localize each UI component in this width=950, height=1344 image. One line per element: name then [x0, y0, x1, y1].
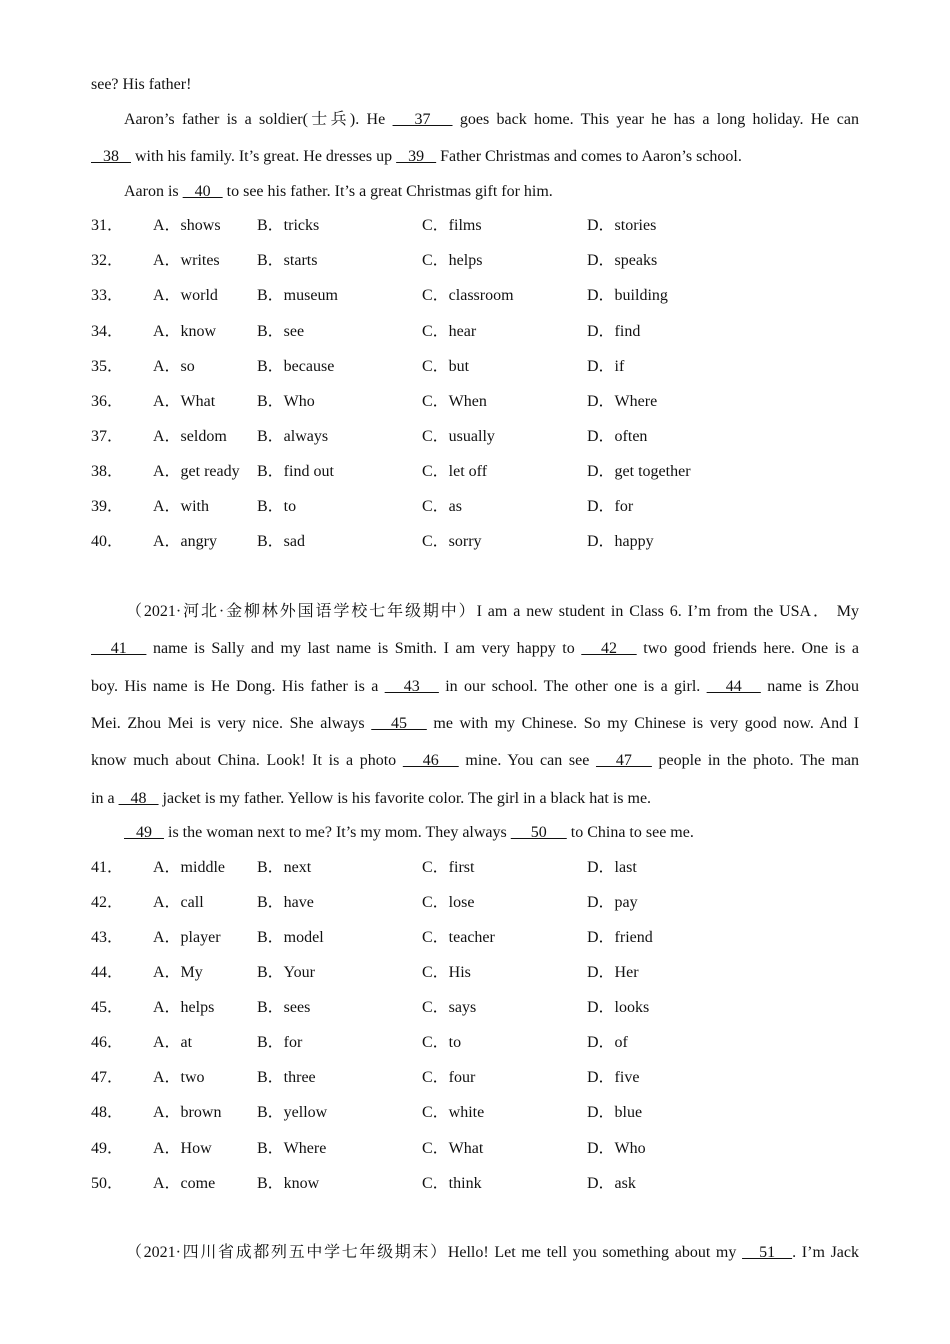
option-a[interactable]: A．know [153, 323, 217, 340]
question-row-43 [91, 928, 859, 948]
option-c[interactable]: C．think [422, 1175, 482, 1192]
option-d[interactable]: D．Who [587, 1140, 646, 1157]
option-b[interactable]: B．to [257, 498, 297, 515]
option-d[interactable]: D．friend [587, 929, 653, 946]
option-d[interactable]: D．stories [587, 217, 657, 234]
blank-46: 46 [402, 752, 459, 769]
passage-text: Mei. Zhou Mei is very nice. She always [91, 715, 372, 732]
option-c[interactable]: C．When [422, 393, 487, 410]
option-c[interactable]: C．usually [422, 428, 495, 445]
option-c[interactable]: C．as [422, 498, 463, 515]
blank-48: 48 [118, 790, 159, 807]
option-d[interactable]: D．find [587, 323, 641, 340]
option-c[interactable]: C．helps [422, 252, 483, 269]
option-a[interactable]: A．get ready [153, 463, 240, 480]
option-c[interactable]: C．His [422, 964, 471, 981]
option-a[interactable]: A．with [153, 498, 210, 515]
passage-text: Aaron’s father is a soldier(士兵). He [124, 111, 393, 128]
option-a[interactable]: A．come [153, 1175, 216, 1192]
question-row-35 [91, 357, 859, 377]
question-number: 40． [91, 533, 124, 550]
question-row-38 [91, 462, 859, 482]
passage-text: jacket is my father. Yellow is his favorite color. The girl in a black hat is me. [158, 790, 652, 807]
passage-text: see? His father! [91, 76, 192, 93]
question-number: 34． [91, 323, 124, 340]
option-a[interactable]: A．writes [153, 252, 220, 269]
option-a[interactable]: A．angry [153, 533, 217, 550]
question-row-34 [91, 322, 859, 342]
option-d[interactable]: D．pay [587, 894, 638, 911]
blank-43: 43 [384, 678, 439, 695]
option-c[interactable]: C．first [422, 859, 475, 876]
option-c[interactable]: C．white [422, 1104, 485, 1121]
question-row-44 [91, 963, 859, 983]
question-number: 35． [91, 358, 124, 375]
option-b[interactable]: B．find out [257, 463, 334, 480]
question-number: 50． [91, 1175, 124, 1192]
option-c[interactable]: C．but [422, 358, 470, 375]
passage-text: boy. His name is He Dong. His father is a [91, 678, 385, 695]
option-b[interactable]: B．next [257, 859, 312, 876]
passage2-line-5 [91, 751, 859, 771]
passage1-line-1 [124, 110, 859, 130]
passage-text: with his family. It’s great. He dresses up [131, 148, 397, 165]
passage-text: . I’m Jack [792, 1244, 860, 1261]
option-b[interactable]: B．know [257, 1175, 320, 1192]
passage2-line-6 [91, 789, 859, 809]
blank-49: 49 [124, 824, 164, 841]
passage-text: name is Sally and my last name is Smith. I am very happy to [146, 640, 582, 657]
option-b[interactable]: B．always [257, 428, 329, 445]
passage2-line-2 [91, 639, 859, 659]
question-number: 31． [91, 217, 124, 234]
question-number: 44． [91, 964, 124, 981]
passage-text: know much about China. Look! It is a photo [91, 752, 403, 769]
option-d[interactable]: D．if [587, 358, 625, 375]
option-d[interactable]: D．five [587, 1069, 640, 1086]
option-d[interactable]: D．Her [587, 964, 639, 981]
question-row-41 [91, 858, 859, 878]
option-a[interactable]: A．What [153, 393, 216, 410]
question-number: 43． [91, 929, 124, 946]
option-c[interactable]: C．says [422, 999, 477, 1016]
blank-39: 39 [396, 148, 437, 165]
blank-47: 47 [595, 752, 652, 769]
question-number: 48． [91, 1104, 124, 1121]
passage2-line-3 [91, 677, 859, 697]
question-number: 42． [91, 894, 124, 911]
option-d[interactable]: D．speaks [587, 252, 658, 269]
question-row-46 [91, 1033, 859, 1053]
option-d[interactable]: D．last [587, 859, 637, 876]
passage-text: is the woman next to me? It’s my mom. They always [164, 824, 511, 841]
option-a[interactable]: A．middle [153, 859, 225, 876]
question-number: 46． [91, 1034, 124, 1051]
blank-37: 37 [392, 111, 453, 128]
blank-45: 45 [371, 715, 427, 732]
option-b[interactable]: B．museum [257, 287, 338, 304]
option-a[interactable]: A．brown [153, 1104, 222, 1121]
passage1-line-0 [91, 75, 859, 95]
blank-40: 40 [182, 183, 223, 200]
option-d[interactable]: D．building [587, 287, 668, 304]
question-row-47 [91, 1068, 859, 1088]
option-a[interactable]: A．seldom [153, 428, 227, 445]
option-d[interactable]: D．often [587, 428, 648, 445]
option-d[interactable]: D．happy [587, 533, 654, 550]
question-row-37 [91, 427, 859, 447]
question-number: 32． [91, 252, 124, 269]
option-c[interactable]: C．teacher [422, 929, 495, 946]
question-number: 49． [91, 1140, 124, 1157]
option-b[interactable]: B．starts [257, 252, 318, 269]
option-a[interactable]: A．two [153, 1069, 205, 1086]
option-c[interactable]: C．let off [422, 463, 488, 480]
passage-text: Aaron is [124, 183, 183, 200]
blank-42: 42 [581, 640, 637, 657]
passage-text: name is Zhou [760, 678, 860, 695]
blank-44: 44 [706, 678, 761, 695]
option-d[interactable]: D．blue [587, 1104, 643, 1121]
passage-text: mine. You can see [458, 752, 596, 769]
passage-text: （2021·河北·金柳林外国语学校七年级期中）I am a new student in Class 6. I’m from the USA． My [126, 603, 859, 620]
option-c[interactable]: C．hear [422, 323, 477, 340]
blank-50: 50 [510, 824, 567, 841]
question-number: 47． [91, 1069, 124, 1086]
question-number: 37． [91, 428, 124, 445]
option-b[interactable]: B．three [257, 1069, 316, 1086]
option-c[interactable]: C．four [422, 1069, 476, 1086]
blank-51: 51 [742, 1244, 793, 1261]
option-b[interactable]: B．yellow [257, 1104, 328, 1121]
passage-text: Father Christmas and comes to Aaron’s school. [436, 148, 742, 165]
option-c[interactable]: C．sorry [422, 533, 482, 550]
option-c[interactable]: C．classroom [422, 287, 514, 304]
question-number: 41． [91, 859, 124, 876]
option-a[interactable]: A．How [153, 1140, 212, 1157]
option-b[interactable]: B．sees [257, 999, 311, 1016]
passage-text: （2021·四川省成都列五中学七年级期末）Hello! Let me tell you something about my [126, 1244, 743, 1261]
question-row-48 [91, 1103, 859, 1123]
option-b[interactable]: B．have [257, 894, 314, 911]
option-a[interactable]: A．shows [153, 217, 221, 234]
option-c[interactable]: C．lose [422, 894, 475, 911]
question-row-49 [91, 1139, 859, 1159]
question-number: 38． [91, 463, 124, 480]
option-d[interactable]: D．get together [587, 463, 691, 480]
passage2-line-1 [126, 602, 859, 622]
option-b[interactable]: B．model [257, 929, 324, 946]
option-b[interactable]: B．for [257, 1034, 303, 1051]
option-b[interactable]: B．see [257, 323, 305, 340]
passage-text: goes back home. This year he has a long holiday. He can [452, 111, 859, 128]
passage-text: in a [91, 790, 119, 807]
passage-text: me with my Chinese. So my Chinese is very good now. And I [426, 715, 860, 732]
option-c[interactable]: C．What [422, 1140, 484, 1157]
passage2-line-4 [91, 714, 859, 734]
option-d[interactable]: D．ask [587, 1175, 636, 1192]
option-b[interactable]: B．because [257, 358, 335, 375]
passage1-line-2 [91, 147, 859, 167]
question-row-39 [91, 497, 859, 517]
option-d[interactable]: D．of [587, 1034, 628, 1051]
passage-text: people in the photo. The man [651, 752, 860, 769]
question-number: 36． [91, 393, 124, 410]
option-a[interactable]: A．so [153, 358, 195, 375]
question-number: 33． [91, 287, 124, 304]
option-b[interactable]: B．sad [257, 533, 306, 550]
option-c[interactable]: C．films [422, 217, 482, 234]
option-a[interactable]: A．My [153, 964, 203, 981]
passage-text: two good friends here. One is a [636, 640, 860, 657]
option-b[interactable]: B．Your [257, 964, 315, 981]
option-a[interactable]: A．helps [153, 999, 215, 1016]
option-a[interactable]: A．player [153, 929, 221, 946]
question-row-50 [91, 1174, 859, 1194]
option-b[interactable]: B．tricks [257, 217, 320, 234]
question-row-40 [91, 532, 859, 552]
option-b[interactable]: B．Where [257, 1140, 327, 1157]
option-d[interactable]: D．for [587, 498, 634, 515]
question-row-33 [91, 286, 859, 306]
question-row-32 [91, 251, 859, 271]
option-d[interactable]: D．looks [587, 999, 650, 1016]
question-number: 45． [91, 999, 124, 1016]
passage-text: to see his father. It’s a great Christmas gift for him. [222, 183, 553, 200]
blank-38: 38 [91, 148, 131, 165]
question-row-31 [91, 216, 859, 236]
option-a[interactable]: A．world [153, 287, 218, 304]
option-a[interactable]: A．call [153, 894, 204, 911]
passage-text: in our school. The other one is a girl. [438, 678, 707, 695]
passage1-line-3 [124, 182, 859, 202]
option-d[interactable]: D．Where [587, 393, 658, 410]
option-a[interactable]: A．at [153, 1034, 193, 1051]
question-row-36 [91, 392, 859, 412]
blank-41: 41 [91, 640, 147, 657]
passage-text: to China to see me. [566, 824, 694, 841]
question-row-42 [91, 893, 859, 913]
question-row-45 [91, 998, 859, 1018]
passage3-line-1 [126, 1243, 859, 1263]
passage2-line-7 [124, 823, 859, 843]
option-c[interactable]: C．to [422, 1034, 462, 1051]
option-b[interactable]: B．Who [257, 393, 315, 410]
question-number: 39． [91, 498, 124, 515]
